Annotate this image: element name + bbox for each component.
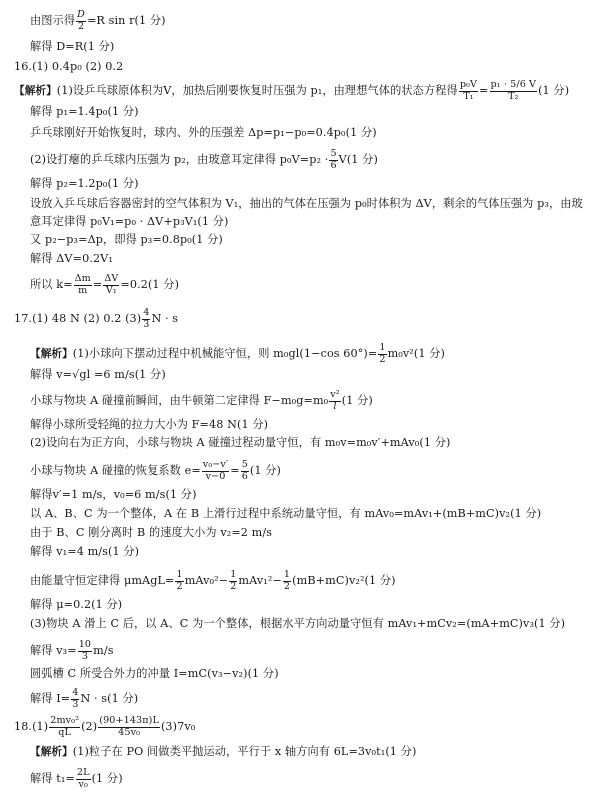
line-16: 解得 v=√gl =6 m/s(1 分) xyxy=(30,368,166,381)
line-24: 解得 v₁=4 m/s(1 分) xyxy=(30,545,140,558)
line-29: 圆弧槽 C 所受合外力的冲量 I=mC(v₃−v₂)(1 分) xyxy=(30,667,279,680)
line-21: 解得v′=1 m/s，v₀=6 m/s(1 分) xyxy=(30,488,197,501)
line-9: 设放入乒乓球后容器密封的空气体积为 V₁，抽出的气体在压强为 p₀时体积为 ΔV，剩余的气体压强为 p₃，由玻 xyxy=(30,197,583,210)
text: 由图示得 xyxy=(30,14,76,27)
line-11: 又 p₂−p₃=Δp，即得 p₃=0.8p₀(1 分) xyxy=(30,233,223,246)
fraction: $\frac{D}{2}$ xyxy=(77,9,85,32)
question-17-answer: 17.(1) 48 N (2) 0.2 (3) $\frac{4}{3}$ N · s xyxy=(14,307,179,330)
q16-analysis-1: 【解析】(1)设乒乓球原体积为V，加热后刚要恢复时压强为 p₁，由理想气体的状态方程得 $\frac{\text{p₀V}}{\text{T₁}}$ = $\frac{\text{p₁ · 5/6 V}}{\text{T₂}}$ (1 分) xyxy=(14,79,570,102)
question-18-answer: 18.(1) $\frac{\text{2mv₀²}}{qL}$ (2) $\frac{(90+143\pi)L}{\text{45v₀}}$ (3)7v₀ xyxy=(14,715,196,738)
line-27: (3)物块 A 滑上 C 后，以 A、C 为一个整体，根据水平方向动量守恒有 mAv₁+mCv₂=(mA+mC)v₃(1 分) xyxy=(30,617,566,630)
line-33: 解得 t₁= $\frac{2L}{\text{v₀}}$ (1 分) xyxy=(30,767,123,790)
line-19: (2)设向右为正方向，小球与物块 A 碰撞过程动量守恒，有 m₀v=m₀v′+mAv₀(1 分) xyxy=(30,436,451,449)
line-23: 由于 B、C 刚分离时 B 的速度大小为 v₂=2 m/s xyxy=(30,526,273,539)
analysis-tag: 【解析】 xyxy=(30,746,73,758)
q18-analysis-1: 【解析】(1)粒子在 PO 间做类平抛运动，平行于 x 轴方向有 6L=3v₀t₁(1 分) xyxy=(30,745,417,758)
analysis-tag: 【解析】 xyxy=(14,85,57,97)
line-1 xyxy=(30,10,166,32)
line-25: 由能量守恒定律得 μmAgL= $\frac{1}{2}$ mAv₀²− $\frac{1}{2}$ mAv₁²− $\frac{1}{2}$ (mB+mC)v₂²(1 分) xyxy=(30,569,396,592)
line-6: 乒乓球刚好开始恢复时，球内、外的压强差 Δp=p₁−p₀=0.4p₀(1 分) xyxy=(30,126,377,139)
question-16-answer: 16.(1) 0.4p₀ (2) 0.2 xyxy=(14,60,124,73)
line-5: 解得 p₁=1.4p₀(1 分) xyxy=(30,105,139,118)
line-2: 解得 D=R(1 分) xyxy=(30,40,115,53)
line-12: 解得 ΔV=0.2V₁ xyxy=(30,252,113,265)
line-20: 小球与物块 A 碰撞的恢复系数 e= $\frac{\text{v₀−v′}}{v-0}$ = $\frac{5}{6}$ (1 分) xyxy=(30,459,281,482)
line-28: 解得 v₃= $\frac{10}{3}$ m/s xyxy=(30,639,114,662)
line-13: 所以 k= $\frac{\Delta m}{m}$ = $\frac{\Delta V}{\text{V₁}}$ =0.2(1 分) xyxy=(30,273,180,296)
analysis-tag: 【解析】 xyxy=(30,348,73,360)
line-8: 解得 p₂=1.2p₀(1 分) xyxy=(30,177,139,190)
line-18: 解得小球所受轻绳的拉力大小为 F=48 N(1 分) xyxy=(30,418,269,431)
line-10: 意耳定律得 p₀V₁=p₀ · ΔV+p₃V₁(1 分) xyxy=(30,215,229,228)
line-7: (2)设打瘪的乒乓球内压强为 p₂，由玻意耳定律得 p₀V=p₂ · $\frac{5}{6}$ V(1 分) xyxy=(30,148,378,171)
line-30: 解得 I= $\frac{4}{3}$ N · s(1 分) xyxy=(30,687,139,710)
text: =R sin r(1 分) xyxy=(86,14,166,27)
line-17: 小球与物块 A 碰撞前瞬间，由牛顿第二定律得 F−m₀g=m₀ $\frac{\text{v²}}{l}$ (1 分) xyxy=(30,389,373,412)
line-22: 以 A、B、C 为一个整体，A 在 B 上滑行过程中系统动量守恒，有 mAv₀=mAv₁+(mB+mC)v₂(1 分) xyxy=(30,507,542,520)
q17-analysis-1: 【解析】(1)小球向下摆动过程中机械能守恒，则 m₀gl(1−cos 60°)= $\frac{1}{2}$ m₀v²(1 分) xyxy=(30,342,445,365)
line-26: 解得 μ=0.2(1 分) xyxy=(30,598,123,611)
